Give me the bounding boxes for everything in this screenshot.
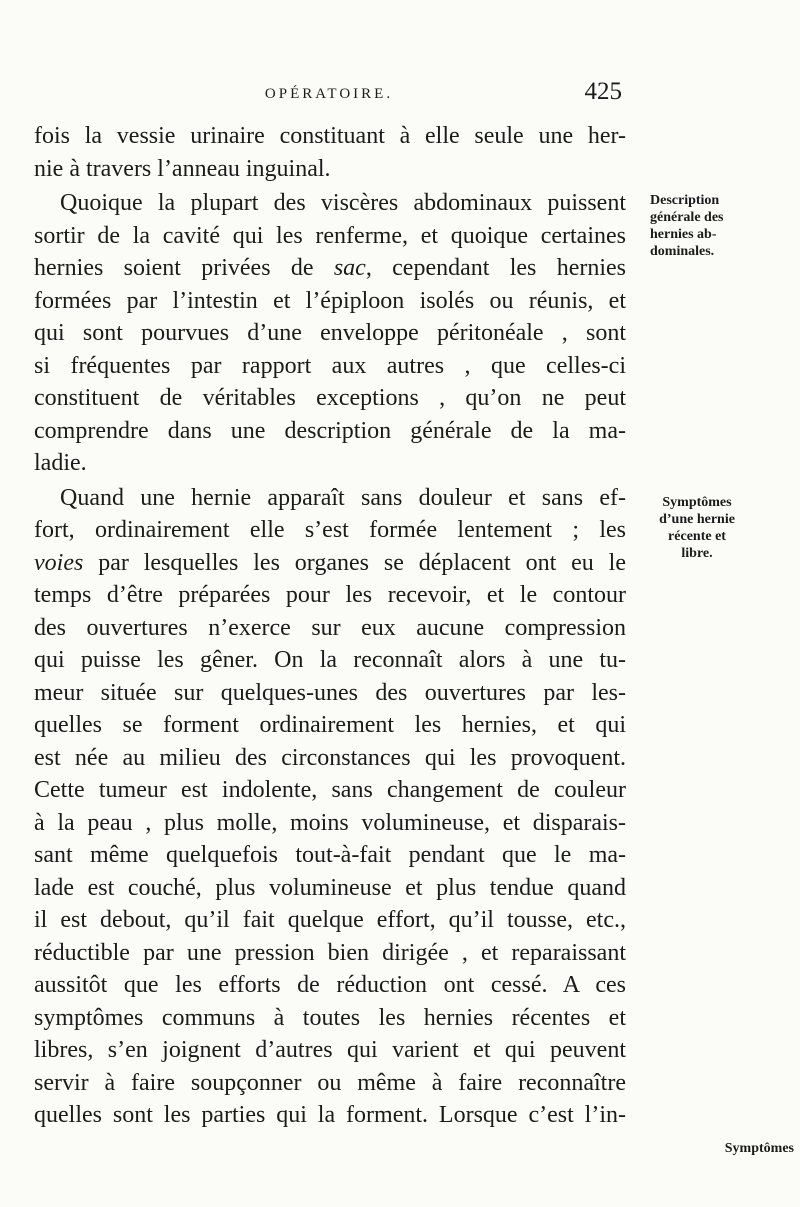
text-line: ladie. <box>34 450 87 476</box>
text-line: Cette tumeur est indolente, sans changement de couleur <box>34 777 626 803</box>
text-line: fois la vessie urinaire constituant à elle seule une her- <box>34 123 626 149</box>
text-line: meur située sur quelques-unes des ouvertures par les- <box>34 679 626 706</box>
text-line: Quand une hernie apparaît sans douleur et sans ef- <box>60 484 626 511</box>
text-segment: hernies soient privées de <box>34 255 314 281</box>
text-line: à la peau , plus molle, moins volumineuse, et disparais- <box>34 809 626 836</box>
text-line <box>34 547 626 580</box>
margin-note-line: d’une hernie <box>659 512 735 527</box>
text-line: servir à faire soupçonner ou même à faire reconnaître <box>34 1069 626 1096</box>
text-line: temps d’être préparées pour les recevoir, et le contour <box>34 582 626 608</box>
main-text <box>34 120 626 1132</box>
margin-note-line: Description <box>650 193 720 208</box>
text-line: formées par l’intestin et l’épiploon isolés ou réunis, et <box>34 287 626 314</box>
text-line: fort, ordinairement elle s’est formée lentement ; les <box>34 517 626 543</box>
text-segment: par lesquelles les organes se déplacent ont eu le <box>83 549 626 576</box>
text-line: il est debout, qu’il fait quelque effort, qu’il tousse, etc., <box>34 907 626 933</box>
text-line <box>34 252 626 285</box>
margin-note-description <box>650 192 770 260</box>
margin-note-line: libre. <box>681 546 713 561</box>
text-line: qui puisse les gêner. On la reconnaît alors à une tu- <box>34 647 626 673</box>
text-line: est née au milieu des circonstances qui les provoquent. <box>34 744 626 771</box>
text-line: aussitôt que les efforts de réduction ont cessé. A ces <box>34 972 626 998</box>
italic-term: voies <box>34 549 84 576</box>
page-header <box>34 78 624 118</box>
running-head: OPÉRATOIRE. <box>264 86 394 102</box>
text-line: libres, s’en joignent d’autres qui varient et qui peuvent <box>34 1037 626 1063</box>
margin-note-line: dominales. <box>650 244 715 259</box>
text-segment: , cependant les hernies <box>365 255 626 281</box>
text-line: sortir de la cavité qui les renferme, et quoique certaines <box>34 222 626 249</box>
text-line: quelles sont les parties qui la forment. Lorsque c’est l’in- <box>34 1102 626 1128</box>
text-line: des ouvertures n’exerce sur eux aucune compression <box>34 614 626 641</box>
text-line: constituent de véritables exceptions , qu’on ne peut <box>34 385 626 411</box>
text-line: lade est couché, plus volumineuse et plus tendue quand <box>34 874 626 901</box>
text-line: qui sont pourvues d’une enveloppe péritonéale , sont <box>34 320 626 346</box>
margin-note-line: générale des <box>650 210 724 225</box>
margin-note-symptomes <box>642 494 752 562</box>
text-line: comprendre dans une description générale de la ma- <box>34 417 626 444</box>
margin-note-line: récente et <box>668 529 726 544</box>
italic-term: sac <box>333 255 366 281</box>
margin-note-line: hernies ab- <box>650 227 717 242</box>
text-line: si fréquentes par rapport aux autres , que celles-ci <box>34 352 626 379</box>
text-line: réductible par une pression bien dirigée , et reparaissant <box>34 939 626 966</box>
text-line: quelles se forment ordinairement les hernies, et qui <box>34 712 626 738</box>
margin-note-line: Symptômes <box>662 495 732 510</box>
margin-note-line: Symptômes <box>724 1141 794 1156</box>
text-line: symptômes communs à toutes les hernies récentes et <box>34 1004 626 1031</box>
text-line: Quoique la plupart des viscères abdominaux puissent <box>60 190 626 216</box>
text-line: sant même quelquefois tout-à-fait pendant que le ma- <box>34 842 626 868</box>
margin-note-symptomes-bottom <box>644 1140 794 1157</box>
text-line: nie à travers l’anneau inguinal. <box>34 155 331 182</box>
page-number: 425 <box>584 78 622 105</box>
